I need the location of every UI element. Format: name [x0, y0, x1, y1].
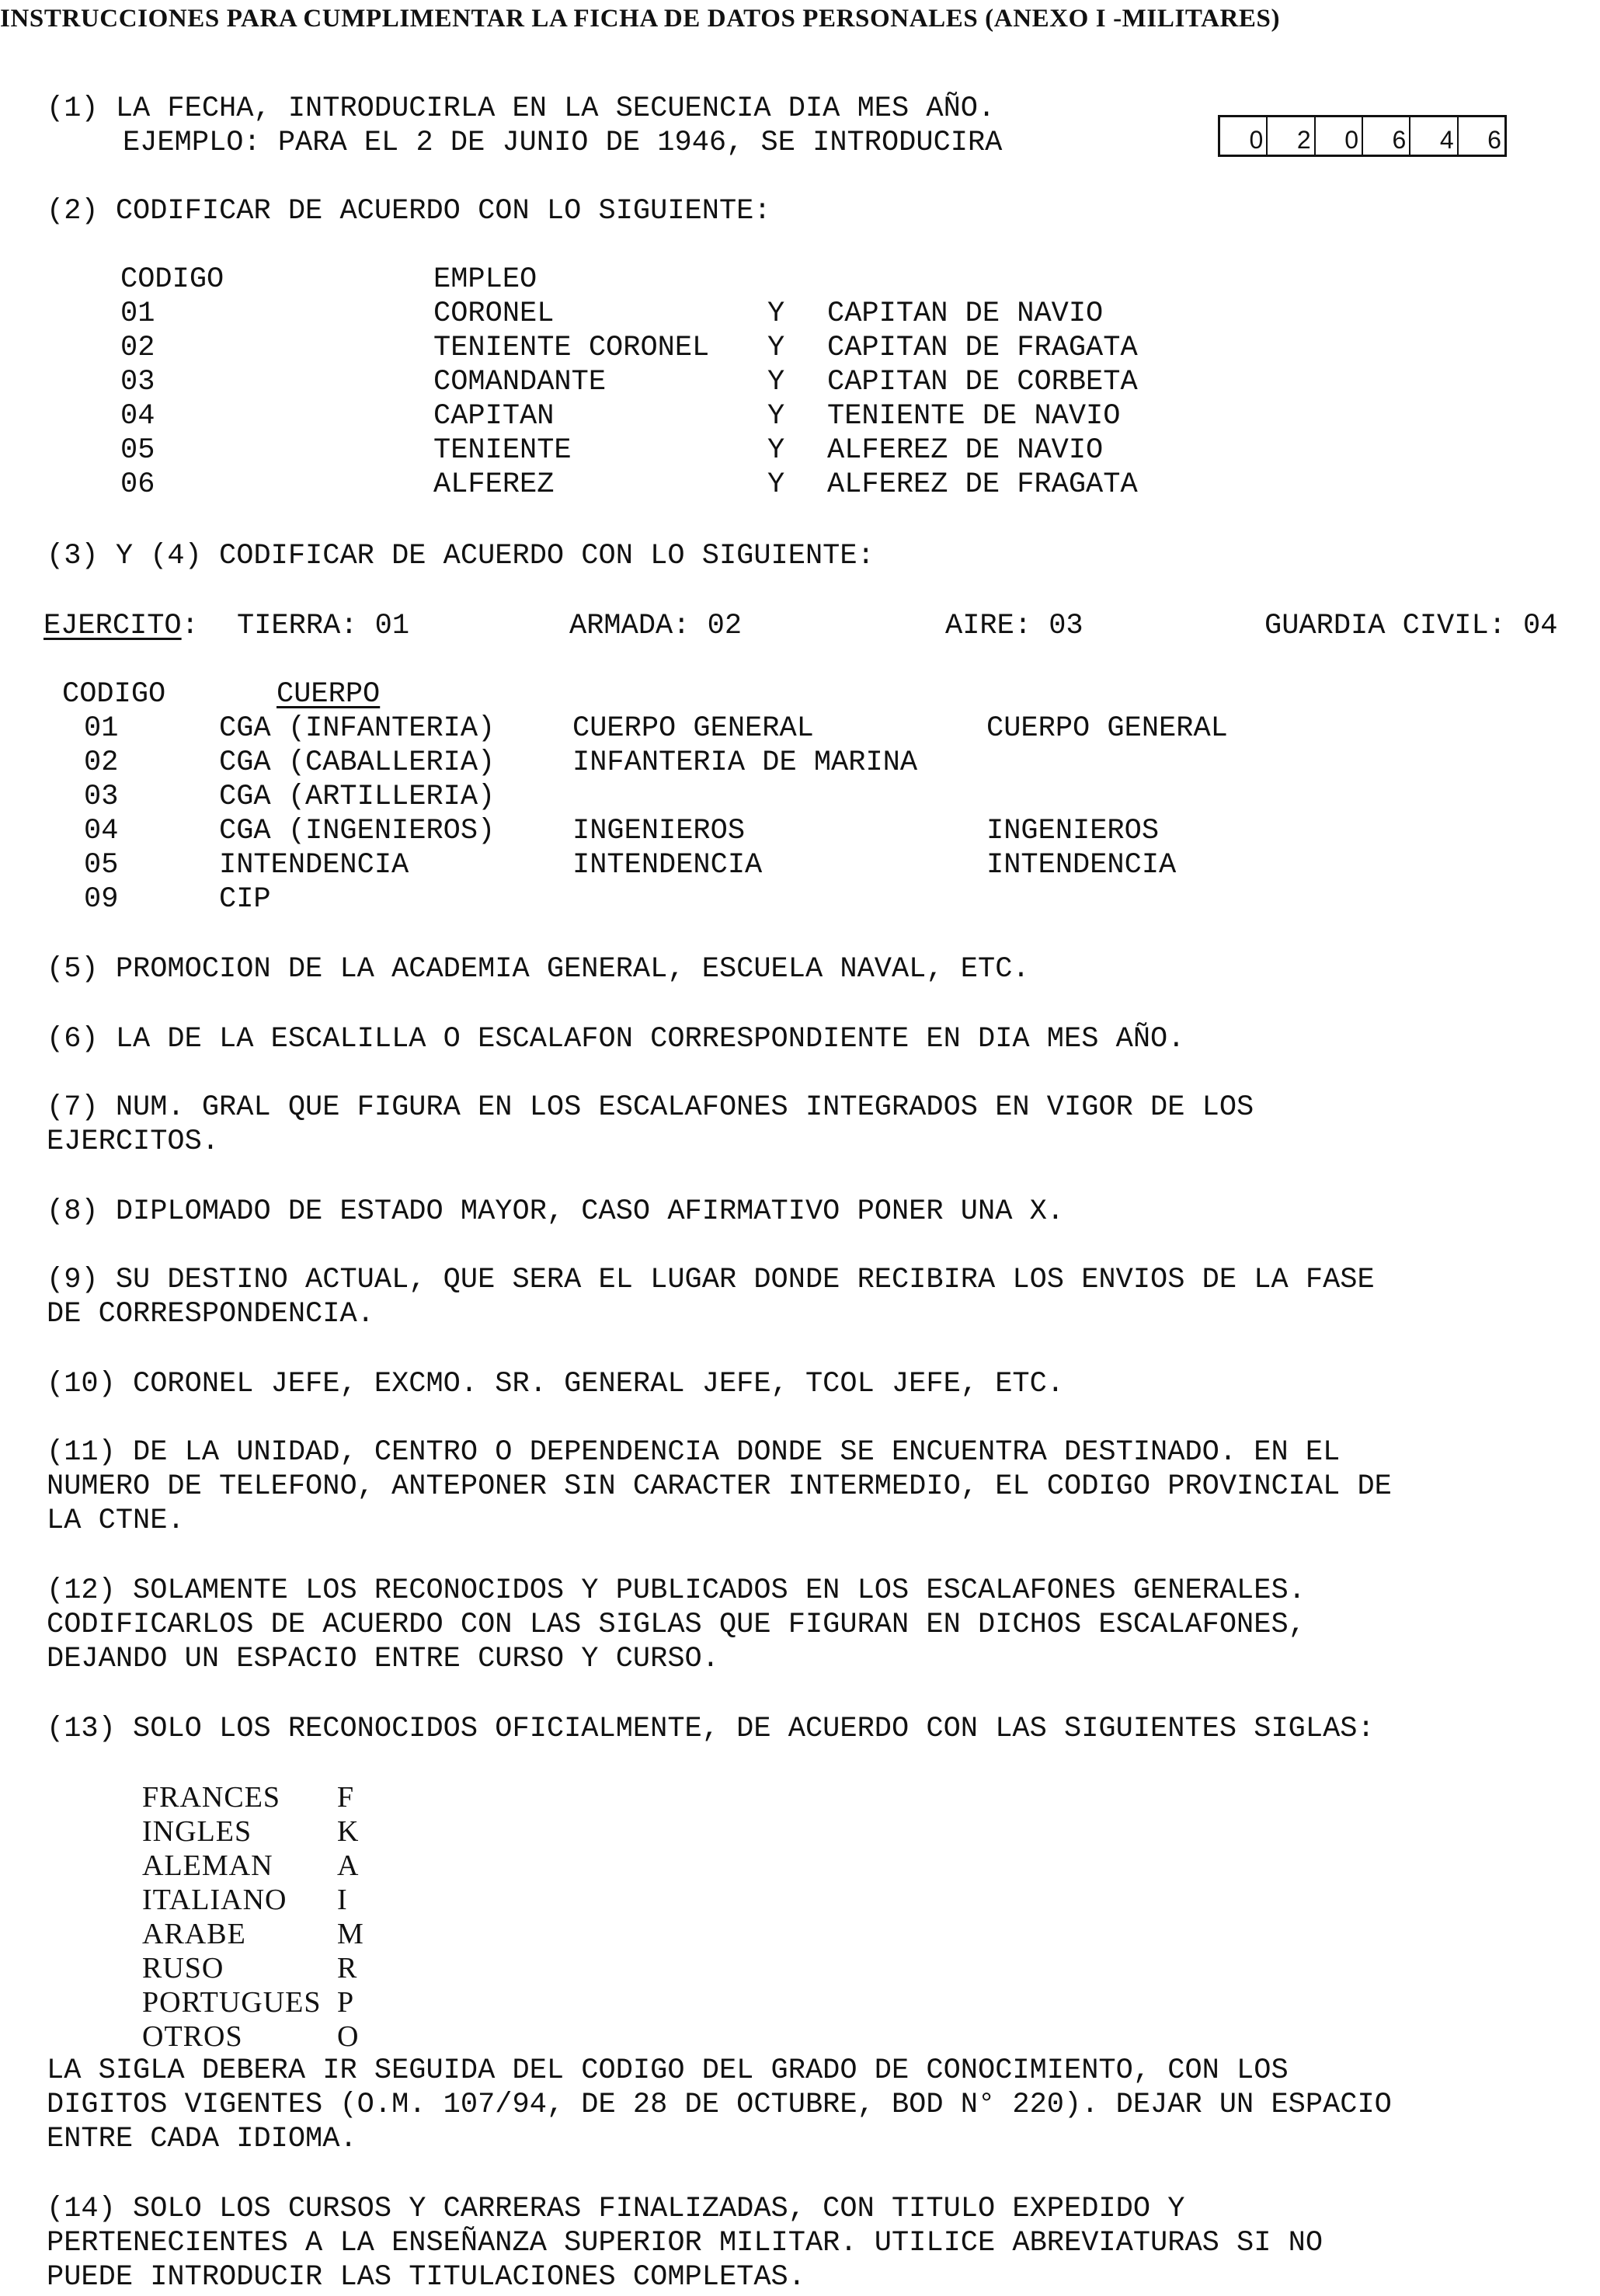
empleo-row-code: 05 [120, 434, 155, 467]
cuerpo-row-aire: CUERPO GENERAL [986, 712, 1228, 745]
item-11-line-3: LA CTNE. [47, 1505, 185, 1537]
cuerpo-row-armada: INGENIEROS [572, 815, 746, 847]
cuerpo-row-tierra: CIP [219, 883, 271, 916]
ejercito-label: EJERCITO [43, 610, 182, 642]
language-code: P [337, 1986, 355, 2019]
item-13-note-2: DIGITOS VIGENTES (O.M. 107/94, DE 28 DE OCTUBRE, BOD N° 220). DEJAR UN ESPACIO [47, 2089, 1392, 2121]
item-13-note-3: ENTRE CADA IDIOMA. [47, 2123, 357, 2155]
language-code: M [337, 1918, 364, 1950]
cuerpo-row-code: 02 [84, 746, 119, 779]
empleo-row-name: TENIENTE CORONEL [433, 332, 710, 364]
language-name: ITALIANO [142, 1884, 287, 1916]
cuerpo-row-tierra: CGA (INGENIEROS) [219, 815, 496, 847]
item-14-line-2: PERTENECIENTES A LA ENSEÑANZA SUPERIOR MILITAR. UTILICE ABREVIATURAS SI NO [47, 2227, 1323, 2259]
language-code: O [337, 2020, 360, 2053]
empleo-row-name: CAPITAN [433, 400, 555, 433]
item-3-4-heading: (3) Y (4) CODIFICAR DE ACUERDO CON LO SIGUIENTE: [47, 540, 875, 572]
item-5: (5) PROMOCION DE LA ACADEMIA GENERAL, ESCUELA NAVAL, ETC. [47, 953, 1030, 986]
empleo-row-code: 06 [120, 468, 155, 501]
empleo-row-equiv: ALFEREZ DE NAVIO [827, 434, 1104, 467]
empleo-row-y: Y [767, 434, 785, 467]
document-title: INSTRUCCIONES PARA CUMPLIMENTAR LA FICHA DE DATOS PERSONALES (ANEXO I -MILITARES) [0, 5, 1281, 33]
cuerpo-row-code: 09 [84, 883, 119, 916]
empleo-row-equiv: CAPITAN DE NAVIO [827, 297, 1104, 330]
cuerpo-row-aire: INGENIEROS [986, 815, 1160, 847]
item-9-line-1: (9) SU DESTINO ACTUAL, QUE SERA EL LUGAR DONDE RECIBIRA LOS ENVIOS DE LA FASE [47, 1264, 1375, 1296]
cuerpo-row-armada: INTENDENCIA [572, 849, 763, 882]
date-cell-2: 2 [1268, 117, 1315, 155]
item-13-heading: (13) SOLO LOS RECONOCIDOS OFICIALMENTE, DE ACUERDO CON LAS SIGUIENTES SIGLAS: [47, 1713, 1375, 1745]
empleo-row-name: TENIENTE [433, 434, 572, 467]
language-name: FRANCES [142, 1781, 281, 1814]
cuerpo-row-code: 03 [84, 781, 119, 813]
item-6: (6) LA DE LA ESCALILLA O ESCALAFON CORRESPONDIENTE EN DIA MES AÑO. [47, 1023, 1185, 1056]
ejercito-tierra: TIERRA: 01 [237, 610, 410, 642]
item-13-note-1: LA SIGLA DEBERA IR SEGUIDA DEL CODIGO DEL GRADO DE CONOCIMIENTO, CON LOS [47, 2054, 1289, 2087]
item-9-line-2: DE CORRESPONDENCIA. [47, 1298, 374, 1331]
ejercito-armada: ARMADA: 02 [569, 610, 743, 642]
item-12-line-1: (12) SOLAMENTE LOS RECONOCIDOS Y PUBLICADOS EN LOS ESCALAFONES GENERALES. [47, 1574, 1306, 1607]
ejercito-aire: AIRE: 03 [945, 610, 1083, 642]
language-code: R [337, 1952, 358, 1985]
empleo-row-y: Y [767, 468, 785, 501]
date-cell-5: 4 [1410, 117, 1458, 155]
ejercito-guardia-civil: GUARDIA CIVIL: 04 [1264, 610, 1558, 642]
item-7-line-2: EJERCITOS. [47, 1125, 220, 1158]
item-12-line-2: CODIFICARLOS DE ACUERDO CON LAS SIGLAS QUE FIGURAN EN DICHOS ESCALAFONES, [47, 1609, 1306, 1641]
empleo-row-code: 04 [120, 400, 155, 433]
language-code: A [337, 1849, 360, 1882]
empleo-row-code: 03 [120, 366, 155, 398]
language-name: ARABE [142, 1918, 246, 1950]
empleo-row-code: 01 [120, 297, 155, 330]
language-name: INGLES [142, 1815, 252, 1848]
cuerpo-row-tierra: CGA (ARTILLERIA) [219, 781, 496, 813]
empleo-row-y: Y [767, 366, 785, 398]
item-2-heading: (2) CODIFICAR DE ACUERDO CON LO SIGUIENTE: [47, 195, 771, 228]
cuerpo-row-code: 04 [84, 815, 119, 847]
empleo-row-name: COMANDANTE [433, 366, 607, 398]
empleo-row-y: Y [767, 297, 785, 330]
item-1-line-2: EJEMPLO: PARA EL 2 DE JUNIO DE 1946, SE INTRODUCIRA [123, 127, 1003, 159]
language-name: OTROS [142, 2020, 243, 2053]
empleo-row-equiv: ALFEREZ DE FRAGATA [827, 468, 1138, 501]
item-11-line-2: NUMERO DE TELEFONO, ANTEPONER SIN CARACTER INTERMEDIO, EL CODIGO PROVINCIAL DE [47, 1470, 1392, 1503]
item-14-line-1: (14) SOLO LOS CURSOS Y CARRERAS FINALIZADAS, CON TITULO EXPEDIDO Y [47, 2193, 1185, 2225]
empleo-row-name: CORONEL [433, 297, 555, 330]
item-7-line-1: (7) NUM. GRAL QUE FIGURA EN LOS ESCALAFONES INTEGRADOS EN VIGOR DE LOS [47, 1091, 1254, 1124]
empleo-row-code: 02 [120, 332, 155, 364]
language-code: F [337, 1781, 355, 1814]
language-code: K [337, 1815, 360, 1848]
date-cell-4: 6 [1363, 117, 1410, 155]
empleo-row-y: Y [767, 400, 785, 433]
language-name: RUSO [142, 1952, 224, 1985]
cuerpo-row-armada: INFANTERIA DE MARINA [572, 746, 918, 779]
empleo-row-name: ALFEREZ [433, 468, 555, 501]
empleo-row-equiv: CAPITAN DE FRAGATA [827, 332, 1138, 364]
cuerpo-col-codigo: CODIGO [62, 678, 166, 711]
language-code: I [337, 1884, 348, 1916]
item-8: (8) DIPLOMADO DE ESTADO MAYOR, CASO AFIRMATIVO PONER UNA X. [47, 1195, 1065, 1228]
empleo-col-codigo: CODIGO [120, 263, 224, 296]
item-12-line-3: DEJANDO UN ESPACIO ENTRE CURSO Y CURSO. [47, 1643, 719, 1675]
date-cell-6: 6 [1487, 126, 1501, 154]
ejercito-line [43, 609, 199, 643]
language-name: ALEMAN [142, 1849, 273, 1882]
cuerpo-row-code: 01 [84, 712, 119, 745]
empleo-row-y: Y [767, 332, 785, 364]
date-example-box [1218, 115, 1507, 157]
item-11-line-1: (11) DE LA UNIDAD, CENTRO O DEPENDENCIA DONDE SE ENCUENTRA DESTINADO. EN EL [47, 1436, 1341, 1469]
date-cell-1: 0 [1220, 117, 1268, 155]
empleo-row-equiv: TENIENTE DE NAVIO [827, 400, 1121, 433]
ejercito-colon: : [181, 610, 199, 642]
cuerpo-row-code: 05 [84, 849, 119, 882]
language-name: PORTUGUES [142, 1986, 322, 2019]
item-10: (10) CORONEL JEFE, EXCMO. SR. GENERAL JEFE, TCOL JEFE, ETC. [47, 1368, 1065, 1400]
date-cell-3: 0 [1316, 117, 1363, 155]
cuerpo-row-armada: CUERPO GENERAL [572, 712, 814, 745]
cuerpo-col-cuerpo: CUERPO [277, 678, 381, 711]
empleo-col-empleo: EMPLEO [433, 263, 537, 296]
cuerpo-row-tierra: CGA (INFANTERIA) [219, 712, 496, 745]
cuerpo-row-tierra: INTENDENCIA [219, 849, 409, 882]
item-14-line-3: PUEDE INTRODUCIR LAS TITULACIONES COMPLETAS. [47, 2261, 805, 2294]
empleo-row-equiv: CAPITAN DE CORBETA [827, 366, 1138, 398]
cuerpo-row-aire: INTENDENCIA [986, 849, 1177, 882]
item-1-line-1: (1) LA FECHA, INTRODUCIRLA EN LA SECUENCIA DIA MES AÑO. [47, 92, 996, 125]
cuerpo-row-tierra: CGA (CABALLERIA) [219, 746, 496, 779]
